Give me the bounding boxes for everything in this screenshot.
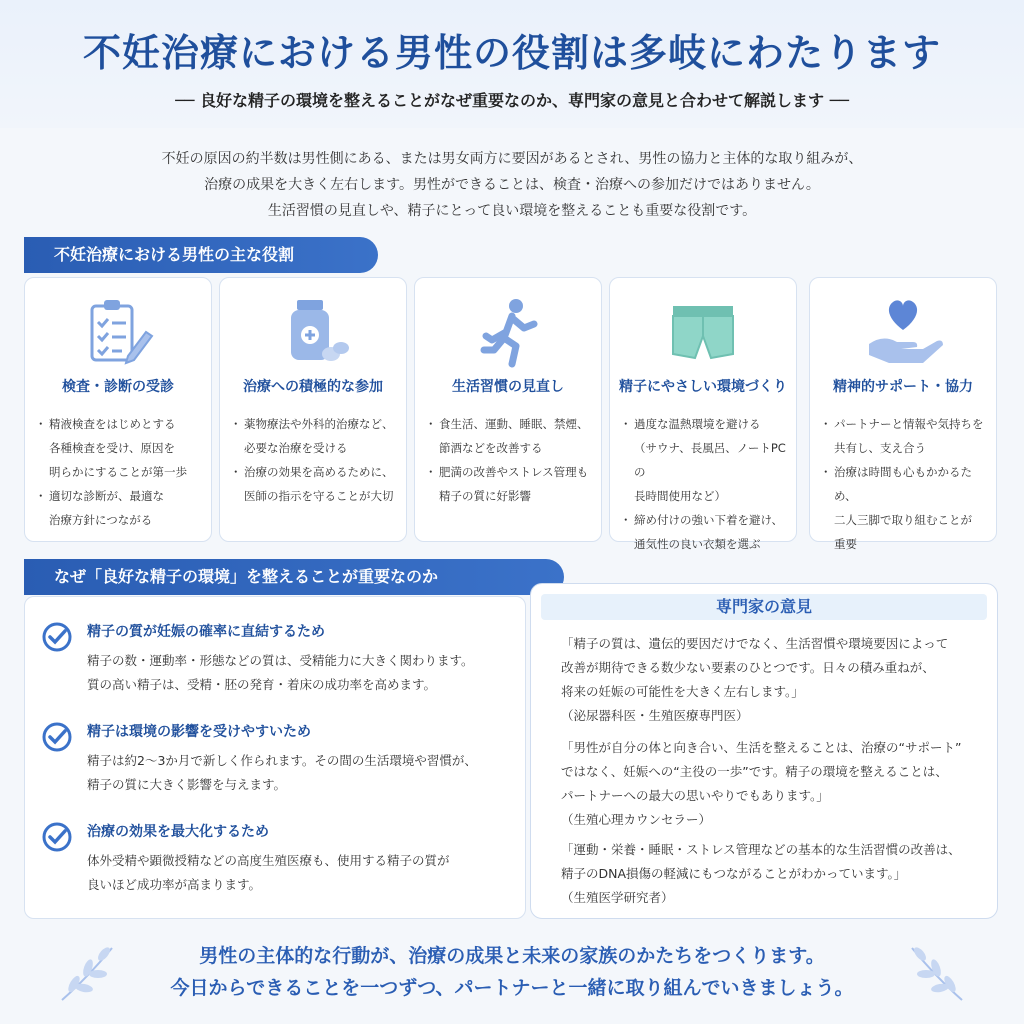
list-item: ・ 精液検査をはじめとする 各種検査を受け、原因を 明らかにすることが第一歩 [39, 412, 203, 484]
role-title: 精神的サポート・協力 [833, 379, 973, 395]
intro-text [0, 146, 1024, 224]
reason-body: 精子は約2〜3か月で新しく作られます。その間の生活環境や習慣が、 精子の質に大きく影響を与えます。 [87, 753, 477, 792]
role-list [824, 412, 988, 556]
role-card-environment [609, 277, 797, 551]
reason-title: 精子は環境の影響を受けやすいため [87, 724, 311, 740]
footer-line: 男性の主体的な行動が、治療の成果と未来の家族のかたちをつくります。 [199, 945, 825, 967]
page-subtitle: ── 良好な精子の環境を整えることがなぜ重要なのか、専門家の意見と合わせて解説します ── [175, 91, 849, 110]
underwear-icon [610, 292, 796, 372]
roles-cards [24, 277, 1000, 551]
list-item: ・ 適切な診断が、最適な 治療方針につながる [39, 484, 203, 532]
roles-section-heading: 不妊治療における男性の主な役割 [24, 237, 378, 273]
reason-body: 体外受精や顕微授精などの高度生殖医療も、使用する精子の質が 良いほど成功率が高まります。 [87, 853, 450, 892]
expert-quote: 「運動・栄養・睡眠・ストレス管理などの基本的な生活習慣の改善は、 精子のDNA損傷の軽減にもつながることがわかっています。」 （生殖医学研究者） [561, 838, 981, 910]
role-list [429, 412, 593, 508]
reason-title: 精子の質が妊娠の確率に直結するため [87, 624, 325, 640]
header-banner [0, 0, 1024, 128]
quote-source: （生殖心理カウンセラー） [561, 812, 712, 827]
reason-title: 治療の効果を最大化するため [87, 824, 269, 840]
expert-quote: 「精子の質は、遺伝的要因だけでなく、生活習慣や環境要因によって 改善が期待できる数少ない要素のひとつです。日々の積み重ねが、 将来の妊娠の可能性を大きく左右します。」 （泌尿器科医・生殖医療専門医） [561, 632, 981, 728]
medicine-bottle-icon [220, 292, 406, 372]
running-person-icon [415, 292, 601, 372]
role-list [39, 412, 203, 532]
list-item: ・ 治療の効果を高めるために、 医師の指示を守ることが大切 [234, 460, 398, 508]
check-circle-icon [41, 721, 73, 753]
list-item: ・ 締め付けの強い下着を避け、 通気性の良い衣類を選ぶ [624, 508, 788, 556]
role-card-treatment [219, 277, 407, 542]
role-card-support [809, 277, 997, 551]
role-title: 検査・診断の受診 [62, 379, 174, 395]
role-title: 精子にやさしい環境づくり [619, 379, 787, 395]
intro-line: 治療の成果を大きく左右します。男性ができることは、検査・治療への参加だけではありません。 [204, 177, 820, 193]
expert-quote: 「男性が自分の体と向き合い、生活を整えることは、治療の“サポート” ではなく、妊娠への“主役の一歩”です。精子の環境を整えることは、 パートナーへの最大の思いやりでもあります。」 （生殖心理カウンセラー） [561, 736, 981, 832]
list-item: ・ 薬物療法や外科的治療など、 必要な治療を受ける [234, 412, 398, 460]
experts-panel [530, 583, 998, 919]
role-list [234, 412, 398, 508]
check-circle-icon [41, 621, 73, 653]
check-circle-icon [41, 821, 73, 853]
list-item: ・ 治療は時間も心もかかるため、 二人三脚で取り組むことが 重要 [824, 460, 988, 556]
role-title: 生活習慣の見直し [452, 379, 564, 395]
intro-line: 生活習慣の見直しや、精子にとって良い環境を整えることも重要な役割です。 [267, 203, 757, 219]
experts-heading: 専門家の意見 [541, 594, 987, 620]
page-title: 不妊治療における男性の役割は多岐にわたります [82, 31, 941, 75]
list-item: ・ 食生活、運動、睡眠、禁煙、 節酒などを改善する [429, 412, 593, 460]
heart-hand-icon [810, 292, 996, 372]
reason-body: 精子の数・運動率・形態などの質は、受精能力に大きく関わります。 質の高い精子は、受精・胚の発育・着床の成功率を高めます。 [87, 653, 474, 692]
role-title: 治療への積極的な参加 [243, 379, 383, 395]
list-item: ・ パートナーと情報や気持ちを 共有し、支え合う [824, 412, 988, 460]
role-card-lifestyle [414, 277, 602, 542]
role-card-exam [24, 277, 212, 542]
why-section-heading: なぜ「良好な精子の環境」を整えることが重要なのか [24, 559, 564, 595]
quote-source: （泌尿器科医・生殖医療専門医） [561, 708, 749, 723]
footer-message [0, 940, 1024, 1004]
intro-line: 不妊の原因の約半数は男性側にある、または男女両方に要因があるとされ、男性の協力と主体的な取り組みが、 [161, 151, 863, 167]
footer-line: 今日からできることを一つずつ、パートナーと一緒に取り組んでいきましょう。 [170, 977, 854, 999]
list-item: ・ 過度な温熱環境を避ける （サウナ、長風呂、ノートPCの 長時間使用など） [624, 412, 788, 508]
clipboard-checklist-icon [25, 292, 211, 372]
list-item: ・ 肥満の改善やストレス管理も 精子の質に好影響 [429, 460, 593, 508]
reasons-panel [24, 596, 526, 919]
role-list [624, 412, 788, 556]
quote-source: （生殖医学研究者） [561, 890, 674, 905]
